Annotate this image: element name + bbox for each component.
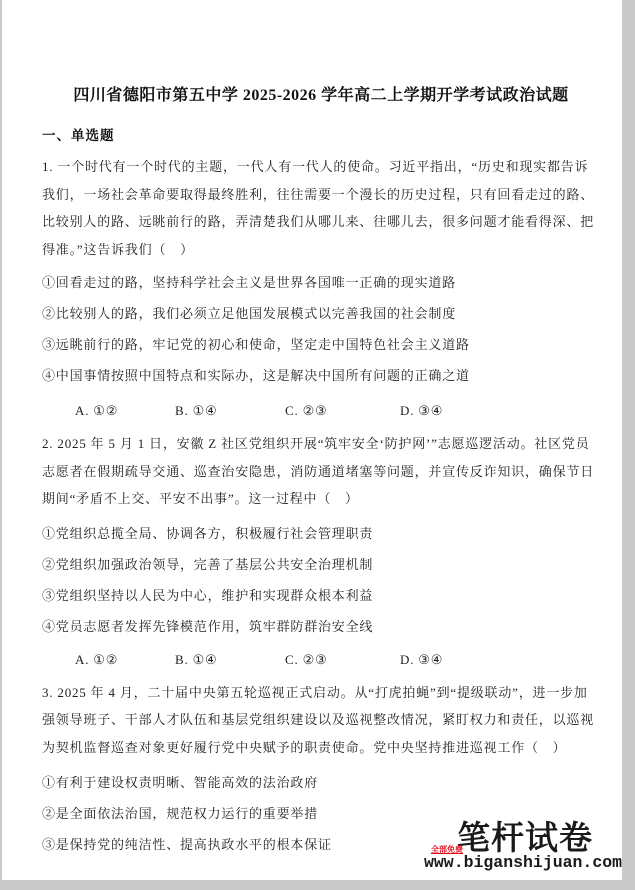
statement-4: ④中国事情按照中国特点和实际办，这是解决中国所有问题的正确之道 [42, 368, 470, 383]
statement-1: ①党组织总揽全局、协调各方，积极履行社会管理职责 [42, 525, 374, 541]
choice-d: D. ③④ [400, 651, 444, 667]
statement-3: ③远眺前行的路，牢记党的初心和使命，坚定走中国特色社会主义道路 [42, 337, 470, 352]
statement-1: ①有利于建设权责明晰、智能高效的法治政府 [42, 775, 319, 790]
question-2 [42, 430, 600, 675]
page-title: 四川省德阳市第五中学 2025-2026 学年高二上学期开学考试政治试题 [73, 87, 569, 104]
watermark-free-label: 全部免费 [431, 845, 463, 854]
section-heading-single-choice: 一、单选题 [42, 128, 115, 143]
watermark [422, 812, 622, 877]
statement-2: ②党组织加强政治领导，完善了基层公共安全治理机制 [42, 556, 374, 572]
statement-2: ②比较别人的路，我们必须立足他国发展模式以完善我国的社会制度 [42, 306, 457, 321]
choice-a: A. ①② [75, 651, 119, 667]
choice-b: B. ①④ [175, 651, 218, 667]
question-1-choices [42, 395, 600, 426]
choice-a: A. ①② [75, 403, 119, 418]
statement-3: ③党组织坚持以人民为中心，维护和实现群众根本利益 [42, 587, 374, 603]
exam-paper-content [2, 0, 622, 860]
statement-2: ②是全面依法治国，规范权力运行的重要举措 [42, 806, 319, 821]
statement-3: ③是保持党的纯洁性、提高执政水平的根本保证 [42, 837, 332, 852]
choice-c: C. ②③ [285, 651, 328, 667]
question-2-stem: 2. 2025 年 5 月 1 日，安徽 Z 社区党组织开展“筑牢安全‘防护网’”志愿巡逻活动。社区党员志愿者在假期疏导交通、巡查治安隐患，消防通道堵塞等问题，并宣传反诈知识，确保节日期间“矛盾不上交、平安不出事”。这一过程中（ ） [42, 436, 595, 506]
watermark-site-url: www.biganshijuan.com [424, 853, 622, 872]
question-2-choices [42, 644, 600, 675]
question-3-stem: 3. 2025 年 4 月，二十届中央第五轮巡视正式启动。从“打虎拍蝇”到“提级联动”，进一步加强领导班子、干部人才队伍和基层党组织建设以及巡视整改情况，紧盯权力和责任，以巡视为契机监督巡查对象更好履行党中央赋予的职责使命。党中央坚持推进巡视工作（ ） [42, 684, 595, 755]
choice-b: B. ①④ [175, 403, 218, 418]
question-2-statements [42, 518, 600, 642]
watermark-brand-text: 笔杆试卷 [457, 819, 593, 856]
statement-4: ④党员志愿者发挥先锋模范作用，筑牢群防群治安全线 [42, 618, 374, 634]
question-1-statements [42, 267, 600, 391]
choice-d: D. ③④ [400, 403, 444, 418]
exam-paper-page [2, 0, 622, 880]
statement-1: ①回看走过的路，坚持科学社会主义是世界各国唯一正确的现实道路 [42, 275, 457, 290]
question-1-stem: 1. 一个时代有一个时代的主题，一代人有一代人的使命。习近平指出，“历史和现实都告诉我们，一场社会革命要取得最终胜利，往往需要一个漫长的历史过程，只有回看走过的路、比较别人的路、远眺前行的路，弄清楚我们从哪儿来、往哪儿去，很多问题才能看得深、把得准。”这告诉我们（ ） [42, 159, 595, 257]
question-1 [42, 153, 600, 426]
choice-c: C. ②③ [285, 403, 328, 418]
